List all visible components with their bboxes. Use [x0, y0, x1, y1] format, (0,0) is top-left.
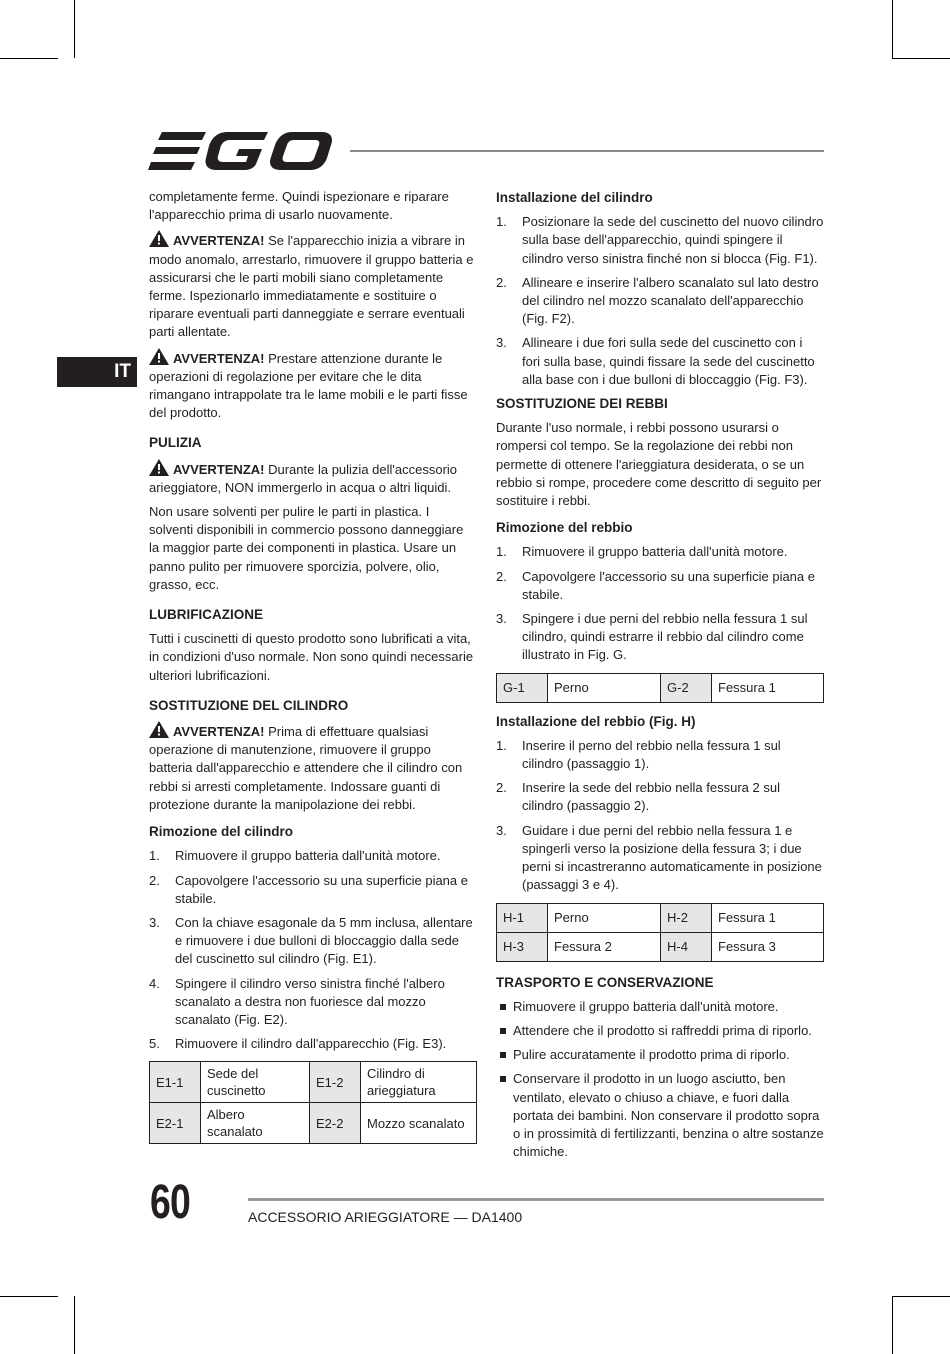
list-item: Attendere che il prodotto si raffreddi prima di riporlo. — [496, 1022, 824, 1040]
footer-title: ACCESSORIO ARIEGGIATORE — DA1400 — [248, 1209, 523, 1225]
parts-table-e — [149, 1061, 477, 1144]
table-cell: Perno — [548, 673, 661, 702]
list-item: 2. Inserire la sede del rebbio nella fessura 2 sul cilindro (passaggio 2). — [496, 780, 780, 814]
pulizia-paragraph: Non usare solventi per pulire le parti in plastica. I solventi disponibili in commercio possono danneggiare la maggior parte dei componenti in plastica. Usare un panno pulito per rimuovere sporcizia, polvere, olio, grasso, ecc. — [149, 504, 464, 592]
table-cell: E1-2 — [310, 1062, 361, 1103]
list-item: 2. Capovolgere l'accessorio su una superficie piana e stabile. — [149, 872, 468, 906]
list-item: 3. Allineare i due fori sulla sede del cuscinetto con i fori sulla base, quindi fissare la sede del cuscinetto alla base con i due bulloni di bloccaggio (Fig. F3). — [496, 335, 815, 387]
list-item: 3. Con la chiave esagonale da 5 mm inclusa, allentare e rimuovere i due bulloni di bloccaggio dalla sede del cuscinetto sul cilindro (Fig. E1). — [149, 914, 473, 967]
bullet-square-icon — [500, 1076, 506, 1082]
warning-text: Prima di effettuare qualsiasi operazione di manutenzione, rimuovere il gruppo batteria dall'apparecchio e attendere che il cilindro con rebbi si arresti completamente. Indossare guanti di protezione durante la manipolazione dei rebbi. — [149, 724, 463, 812]
parts-table-h — [496, 903, 824, 962]
page-number: 60 — [150, 1176, 191, 1229]
warning-label: AVVERTENZA! — [173, 461, 265, 477]
list-item: Pulire accuratamente il prodotto prima di riporlo. — [496, 1046, 824, 1064]
table-cell: Fessura 3 — [712, 932, 824, 961]
header-rule — [350, 150, 824, 152]
warning-paragraph — [149, 348, 477, 423]
warning-label: AVVERTENZA! — [173, 233, 265, 249]
sostituzione-rebbi-paragraph: Durante l'uso normale, i rebbi possono usurarsi o rompersi col tempo. Se la regolazione dei rebbi non permette di ottenere l'arieggiatura desiderata, o se un rebbio si rompe, procedere come descritto di seguito per sostituire i rebbi. — [496, 420, 822, 509]
warning-icon — [149, 230, 169, 247]
subheading-rimozione-cilindro: Rimozione del cilindro — [149, 824, 294, 840]
installazione-cilindro-steps — [496, 213, 824, 389]
table-cell: Perno — [548, 903, 661, 932]
warning-icon — [149, 721, 169, 738]
warning-label: AVVERTENZA! — [173, 724, 265, 740]
list-item: Rimuovere il gruppo batteria dall'unità motore. — [496, 998, 824, 1016]
crop-mark — [892, 1296, 893, 1354]
crop-mark — [74, 1296, 75, 1354]
list-item: 4. Spingere il cilindro verso sinistra finché l'albero scanalato a destra non fuoriesce dal mozzo scanalato (Fig. E2). — [149, 975, 445, 1027]
list-item: Conservare il prodotto in un luogo asciutto, ben ventilato, elevato o chiuso a chiave, e fuori dalla portata dei bambini. Non conservare il prodotto sopra o in prossimità di fertilizzanti, benzina o altre sostanze chimiche. — [496, 1070, 824, 1161]
warning-paragraph — [149, 459, 477, 497]
warning-icon — [149, 348, 169, 365]
subheading-installazione-cilindro: Installazione del cilindro — [496, 190, 653, 205]
list-item: 3. Spingere i due perni del rebbio nella fessura 1 sul cilindro, quindi estrarre il rebbio dal cilindro come illustrato in Fig. G. — [496, 611, 808, 663]
ego-logo — [148, 128, 332, 174]
subheading-rimozione-rebbio: Rimozione del rebbio — [496, 520, 633, 536]
right-column — [496, 188, 824, 1167]
language-tab: IT — [57, 357, 137, 387]
list-item: 2. Allineare e inserire l'albero scanalato sul lato destro del cilindro nel mozzo scanalato dell'apparecchio (Fig. F2). — [496, 274, 819, 327]
section-heading-pulizia: PULIZIA — [149, 435, 202, 451]
table-cell: Mozzo scanalato — [361, 1103, 477, 1144]
intro-paragraph: completamente ferme. Quindi ispezionare e riparare l'apparecchio prima di usarlo nuovamente. — [149, 189, 449, 223]
table-cell: E2-2 — [310, 1103, 361, 1144]
warning-icon — [149, 459, 169, 476]
crop-mark — [0, 58, 58, 59]
footer-rule — [248, 1198, 824, 1201]
warning-text: Prestare attenzione durante le operazioni di regolazione per evitare che le dita rimangano intrappolate tra le lame mobili e le parti fisse del prodotto. — [149, 350, 468, 421]
crop-mark — [892, 1296, 950, 1297]
lubrificazione-paragraph: Tutti i cuscinetti di questo prodotto sono lubrificati a vita, in condizioni d'uso normale. Non sono quindi necessarie ulteriori lubrificazioni. — [149, 631, 474, 683]
table-row — [150, 1103, 477, 1144]
list-item: 2. Capovolgere l'accessorio su una superficie piana e stabile. — [496, 568, 815, 602]
table-cell: Fessura 2 — [548, 932, 661, 961]
table-cell: Cilindro di arieggiatura — [361, 1062, 477, 1103]
table-cell: Fessura 1 — [712, 903, 824, 932]
installazione-rebbio-steps — [496, 737, 824, 895]
list-item: 5. Rimuovere il cilindro dall'apparecchio (Fig. E3). — [149, 1036, 447, 1052]
table-row — [497, 673, 824, 702]
list-item: 3. Guidare i due perni del rebbio nella fessura 1 e spingerli verso la posizione della fessura 3; i due perni si incastreranno automaticamente in posizione (passaggi 3 e 4). — [496, 822, 822, 893]
crop-mark — [892, 0, 893, 58]
bullet-square-icon — [500, 1052, 506, 1058]
warning-text: Durante la pulizia dell'accessorio arieggiatore, NON immergerlo in acqua o altri liquidi. — [149, 461, 458, 495]
list-item: 1. Inserire il perno del rebbio nella fessura 1 sul cilindro (passaggio 1). — [496, 737, 781, 772]
section-heading-sostituzione-cilindro: SOSTITUZIONE DEL CILINDRO — [149, 697, 349, 713]
table-cell: Fessura 1 — [712, 673, 824, 702]
bullet-square-icon — [500, 1004, 506, 1010]
warning-text: Se l'apparecchio inizia a vibrare in modo anomalo, arrestarlo, rimuovere il gruppo batteria e assicurarsi che le parti mobili siano completamente ferme. Ispezionarlo immediatamente e sostituire o riparare eventuali parti danneggiate e serrare eventuali parti allentate. — [149, 233, 474, 340]
section-heading-trasporto: TRASPORTO E CONSERVAZIONE — [496, 974, 714, 990]
table-cell: G-2 — [661, 673, 712, 702]
table-cell: E1-1 — [150, 1062, 201, 1103]
list-item: 1. Rimuovere il gruppo batteria dall'unità motore. — [496, 544, 788, 560]
trasporto-bullets — [496, 998, 824, 1162]
warning-paragraph — [149, 721, 477, 814]
section-heading-lubrificazione: LUBRIFICAZIONE — [149, 607, 263, 623]
rimozione-cilindro-steps — [149, 847, 477, 1053]
subheading-installazione-rebbio: Installazione del rebbio (Fig. H) — [496, 713, 696, 729]
table-row — [497, 932, 824, 961]
left-column — [149, 188, 477, 1154]
table-cell: H-3 — [497, 932, 548, 961]
table-row — [497, 903, 824, 932]
table-cell: E2-1 — [150, 1103, 201, 1144]
list-item: 1. Posizionare la sede del cuscinetto del nuovo cilindro sulla base dell'apparecchio, quindi spingere il cilindro verso sinistra finché non si blocca (Fig. F1). — [496, 214, 824, 266]
table-cell: Albero scanalato — [201, 1103, 310, 1144]
crop-mark — [74, 0, 75, 58]
warning-label: AVVERTENZA! — [173, 350, 265, 366]
section-heading-sostituzione-rebbi: SOSTITUZIONE DEI REBBI — [496, 396, 668, 412]
rimozione-rebbio-steps — [496, 543, 824, 664]
table-cell: Sede del cuscinetto — [201, 1062, 310, 1103]
table-row — [150, 1062, 477, 1103]
table-cell: H-1 — [497, 903, 548, 932]
crop-mark — [892, 58, 950, 59]
table-cell: H-2 — [661, 903, 712, 932]
table-cell: G-1 — [497, 673, 548, 702]
parts-table-g — [496, 673, 824, 703]
bullet-square-icon — [500, 1028, 506, 1034]
crop-mark — [0, 1296, 58, 1297]
warning-paragraph — [149, 230, 477, 341]
table-cell: H-4 — [661, 932, 712, 961]
list-item: 1. Rimuovere il gruppo batteria dall'unità motore. — [149, 848, 441, 864]
